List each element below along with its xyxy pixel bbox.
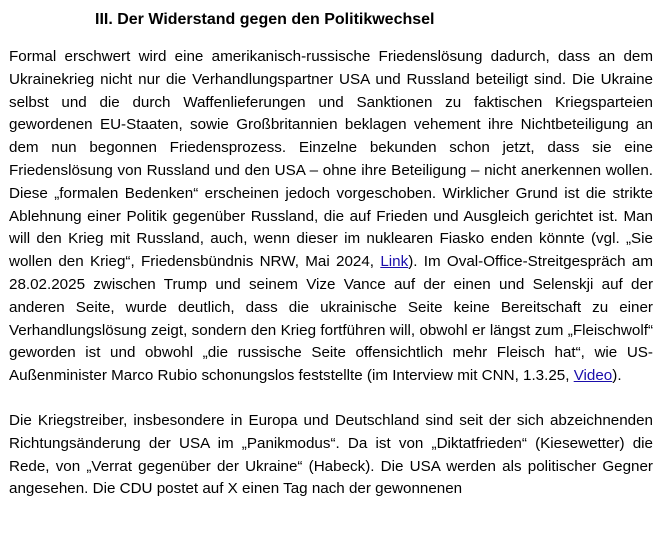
video-link[interactable]: Video	[573, 367, 613, 385]
link-link[interactable]: Link	[380, 253, 409, 271]
paragraph-1-text-c: ).	[612, 367, 622, 385]
paragraph-1-text-a: Formal erschwert wird eine amerikanisch-russische Friedenslösung dadurch, dass an dem Ukrainekrieg nicht nur die Verhandlungspartner USA und Russland beteiligt sind. Die Ukraine selbst und die durch Waffenlieferungen und Sanktionen zu faktischen Kriegsparteien gewordenen EU-Staaten, sowie Großbritannien beklagen vehement ihre Nichtbeteiligung an dem nun begonnen Friedensprozess. Einzelne bekunden schon jetzt, dass sie eine Friedenslösung von Russland und den USA – ohne ihre Beteiligung – nicht anerkennen wollen. Diese „formalen Bedenken“ erscheinen jedoch vorgeschoben. Wirklicher Grund ist die strikte Ablehnung einer Politik gegenüber Russland, die auf Frieden und Ausgleich gerichtet ist. Man will den Krieg mit Russland, auch, wenn dieser im nuklearen Fiasko enden könnte (vgl. „Sie wollen den Krieg“, Friedensbündnis NRW, Mai 2024,	[9, 48, 653, 271]
paragraph-1	[9, 46, 653, 388]
paragraph-2: Die Kriegstreiber, insbesondere in Europa und Deutschland sind seit der sich abzeichnenden Richtungsänderung der USA im „Panikmodus“. Da ist von „Diktatfrieden“ (Kiesewetter) die Rede, von „Verrat gegenüber der Ukraine“ (Habeck). Die USA werden als politischer Gegner angesehen. Die CDU postet auf X einen Tag nach der gewonnenen	[9, 411, 653, 498]
paragraph-1-text-b: ). Im Oval-Office-Streitgespräch am 28.02.2025 zwischen Trump und seinem Vize Vance auf der einen und Selenskji auf der anderen Seite, wurde deutlich, dass die ukrainische Seite keine Bereitschaft zu einer Verhandlungslösung zeigt, sondern den Krieg fortführen will, obwohl er längst zum „Fleischwolf“ geworden ist und obwohl „die russische Seite offensichtlich mehr Fleisch hat“, wie US-Außenminister Marco Rubio schonungslos feststellte (im Interview mit CNN, 1.3.25,	[9, 253, 653, 385]
section-heading: III. Der Widerstand gegen den Politikwechsel	[95, 11, 435, 28]
